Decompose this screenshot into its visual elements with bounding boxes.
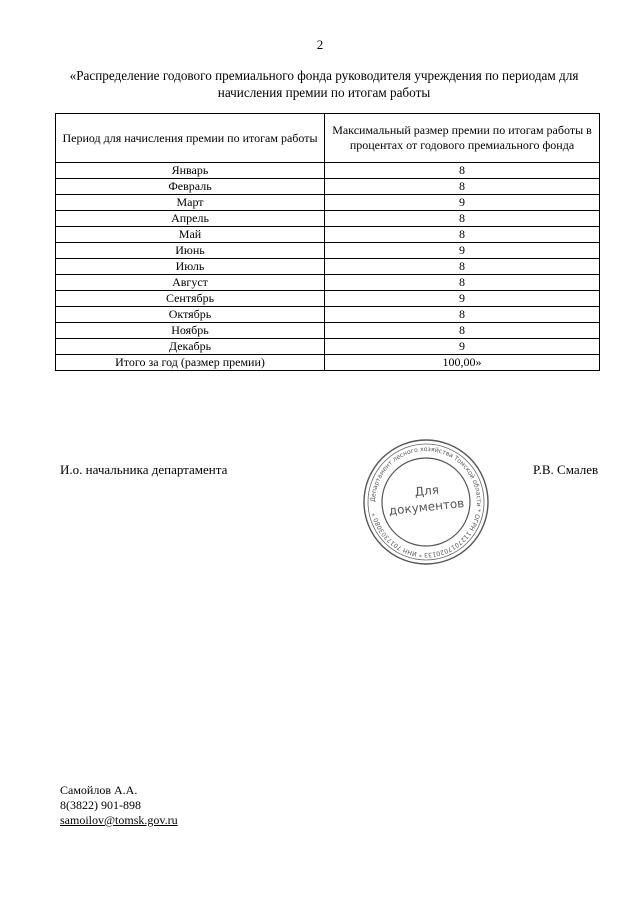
value-cell: 9 <box>325 339 600 355</box>
header-max-bonus: Максимальный размер премии по итогам работы в процентах от годового премиального фонда <box>325 114 600 163</box>
period-cell: Ноябрь <box>56 323 325 339</box>
table-row <box>56 211 600 227</box>
table-row <box>56 339 600 355</box>
table-header-row <box>56 114 600 163</box>
value-cell: 9 <box>325 291 600 307</box>
table-row <box>56 291 600 307</box>
value-cell: 8 <box>325 163 600 179</box>
period-cell: Март <box>56 195 325 211</box>
table-row <box>56 323 600 339</box>
table-row <box>56 163 600 179</box>
stamp-ring-text: Департамент лесного хозяйства Томской области * ОГРН 1127017020133 * ИНН 7017303080 * <box>369 445 483 559</box>
contact-block <box>60 783 178 828</box>
value-cell: 8 <box>325 275 600 291</box>
period-cell: Июнь <box>56 243 325 259</box>
value-cell: 8 <box>325 227 600 243</box>
period-cell: Апрель <box>56 211 325 227</box>
contact-email-link[interactable]: samoilov@tomsk.gov.ru <box>60 813 178 827</box>
period-cell: Август <box>56 275 325 291</box>
stamp-text-line2: документов <box>388 496 465 518</box>
table-row <box>56 259 600 275</box>
period-cell: Октябрь <box>56 307 325 323</box>
period-cell: Май <box>56 227 325 243</box>
total-label-cell: Итого за год (размер премии) <box>56 355 325 371</box>
table-row <box>56 179 600 195</box>
bonus-distribution-table <box>55 113 600 371</box>
value-cell: 8 <box>325 259 600 275</box>
contact-name: Самойлов А.А. <box>60 783 138 797</box>
table-row <box>56 275 600 291</box>
period-cell: Декабрь <box>56 339 325 355</box>
period-cell: Сентябрь <box>56 291 325 307</box>
document-title: «Распределение годового премиального фонда руководителя учреждения по периодам для начисления премии по итогам работы <box>69 68 579 100</box>
signatory-name: Р.В. Смалев <box>533 462 599 477</box>
value-cell: 8 <box>325 323 600 339</box>
value-cell: 8 <box>325 307 600 323</box>
table-row <box>56 195 600 211</box>
signatory-position: И.о. начальника департамента <box>60 462 228 477</box>
page-number: 2 <box>316 37 324 52</box>
value-cell: 8 <box>325 179 600 195</box>
value-cell: 9 <box>325 195 600 211</box>
table-row <box>56 243 600 259</box>
value-cell: 8 <box>325 211 600 227</box>
official-stamp <box>361 437 491 567</box>
table-row <box>56 307 600 323</box>
stamp-text-line1: Для <box>414 482 440 500</box>
period-cell: Январь <box>56 163 325 179</box>
header-period: Период для начисления премии по итогам работы <box>56 114 325 163</box>
table-row <box>56 227 600 243</box>
contact-phone: 8(3822) 901-898 <box>60 798 141 812</box>
table-total-row <box>56 355 600 371</box>
period-cell: Февраль <box>56 179 325 195</box>
period-cell: Июль <box>56 259 325 275</box>
total-value-cell: 100,00» <box>325 355 600 371</box>
value-cell: 9 <box>325 243 600 259</box>
